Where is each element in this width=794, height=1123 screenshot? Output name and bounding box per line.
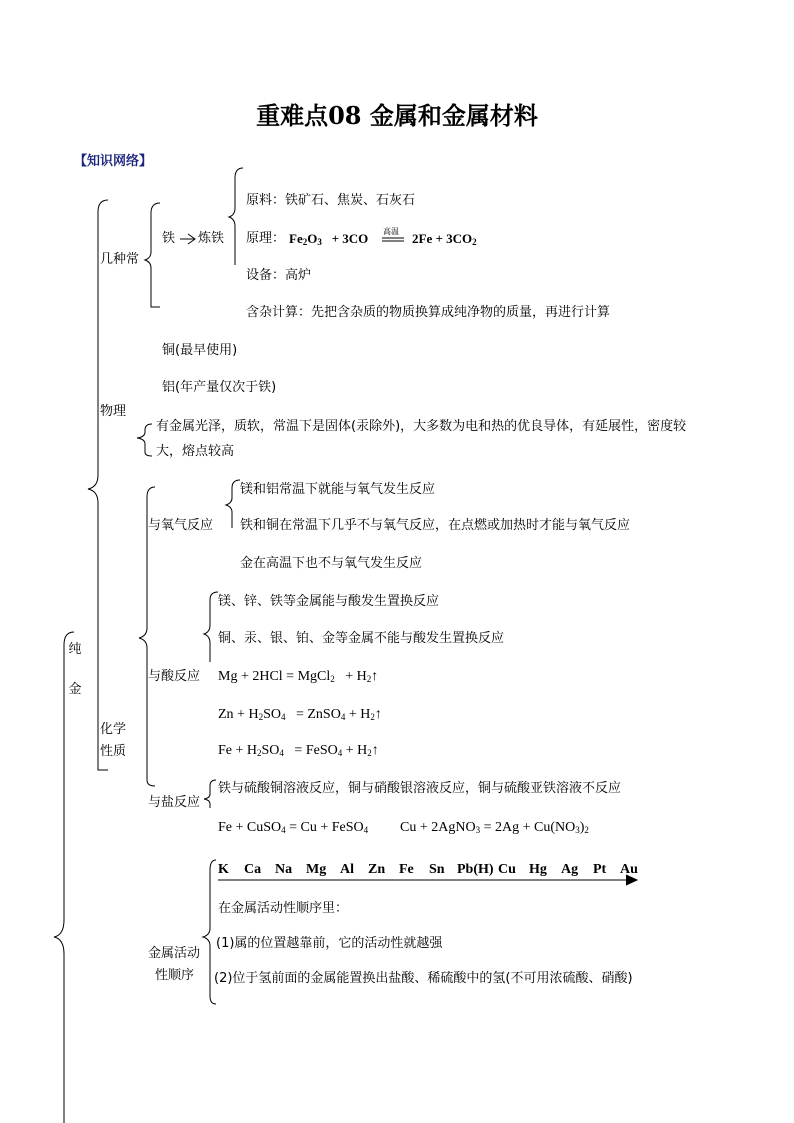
section-heading: 【知识网络】 <box>74 154 153 169</box>
activity-label-1: 金属活动 <box>148 946 201 961</box>
principle-condition: 高温 <box>383 227 399 236</box>
activity-intro: 在金属活动性顺序里： <box>218 901 349 916</box>
smelting-bracket <box>229 168 243 265</box>
principle-equation-left: $Fe_2O_3 + 3CO$ <box>289 231 369 247</box>
oxygen-item-2: 铁和铜在常温下几乎不与氧气反应，在点燃或加热时才能与氧气反应 <box>240 518 631 533</box>
salt-reaction-label: 与盐反应 <box>148 795 201 810</box>
acid-bracket <box>204 592 218 662</box>
physical-properties-line2: 大，熔点较高 <box>156 444 235 459</box>
acid-equation-fe: $Fe + H_2SO_4$ = FeSO$_4$ + $H_2↑$ <box>218 743 379 758</box>
root-label-1: 纯 <box>68 642 82 657</box>
metal-Cu: Cu <box>498 862 516 877</box>
oxygen-item-1: 镁和铝常温下就能与氧气发生反应 <box>240 482 436 497</box>
smelting-label: 炼铁 <box>198 231 225 246</box>
salt-reaction-text: 铁与硫酸铜溶液反应，铜与硝酸银溶液反应，铜与硫酸亚铁溶液不反应 <box>218 781 622 796</box>
metal-Sn: Sn <box>429 862 445 877</box>
copper-item: 铜(最早使用) <box>162 343 238 358</box>
root-bracket <box>54 632 74 1123</box>
metal-Mg: Mg <box>306 862 327 877</box>
page-title: 重难点08 金属和金属材料 <box>256 101 538 130</box>
metal-Fe: Fe <box>399 862 414 877</box>
activity-rule-1: (1)属的位置越靠前，它的活动性就越强 <box>216 936 443 951</box>
acid-item-2: 铜、汞、银、铂、金等金属不能与酸发生置换反应 <box>218 631 505 646</box>
physical-bracket <box>88 200 108 770</box>
aluminum-item: 铝(年产量仅次于铁) <box>162 380 277 395</box>
activity-rule-2: (2)位于氢前面的金属能置换出盐酸、稀硫酸中的氢(不可用浓硫酸、硝酸) <box>214 971 633 986</box>
iron-label: 铁 <box>162 231 176 246</box>
metal-Ag: Ag <box>561 862 579 877</box>
root-label-2: 金 <box>68 682 82 697</box>
salt-bracket <box>204 780 216 808</box>
metal-Au: Au <box>620 862 638 877</box>
physical-properties-line1: 有金属光泽，质软，常温下是固体(汞除外)，大多数为电和热的优良导体，有延展性，密度较 <box>156 419 687 434</box>
metal-Pt: Pt <box>593 862 607 877</box>
acid-equation-zn: $Zn + H_2SO_4$ = ZnSO$_4$ + $H_2↑$ <box>218 707 382 722</box>
oxygen-reaction-label: 与氧气反应 <box>148 518 214 533</box>
oxygen-item-3: 金在高温下也不与氧气发生反应 <box>240 556 423 571</box>
metal-Zn: Zn <box>368 862 386 877</box>
salt-equation-fe: Fe + CuSO$_4$ = Cu + FeSO$_4$ <box>218 820 369 835</box>
impurity-calculation: 含杂计算：先把含杂质的物质换算成纯净物的质量，再进行计算 <box>246 305 611 320</box>
salt-equation-cu: Cu + 2AgNO$_3$ = $2Ag + Cu(NO_3)_2$ <box>400 820 589 835</box>
acid-item-1: 镁、锌、铁等金属能与酸发生置换反应 <box>218 594 440 609</box>
oxygen-bracket <box>226 480 240 528</box>
branch-chemical-2: 性质 <box>100 744 127 759</box>
equipment: 设备：高炉 <box>246 268 312 283</box>
metal-Hg: Hg <box>529 862 547 877</box>
physprop-bracket <box>137 424 152 456</box>
metal-K: K <box>218 862 229 877</box>
raw-materials: 原料：铁矿石、焦炭、石灰石 <box>246 193 416 208</box>
principle-equation-right: $2Fe + 3CO_2$ <box>412 231 477 247</box>
branch-physical: 物理 <box>100 404 127 419</box>
acid-reaction-label: 与酸反应 <box>148 669 201 684</box>
principle-label: 原理： <box>246 231 286 246</box>
branch-chemical-1: 化学 <box>100 722 127 737</box>
iron-bracket <box>145 203 160 307</box>
metal-Ca: Ca <box>244 862 262 877</box>
metal-PbH: Pb(H) <box>457 862 494 877</box>
acid-equation-mg: Mg + 2HCl = MgCl$_2$ + $H_2↑$ <box>218 669 379 684</box>
branch-common-metals: 几种常 <box>100 252 140 267</box>
activity-label-2: 性顺序 <box>155 968 195 983</box>
metal-Al: Al <box>340 862 354 877</box>
metal-Na: Na <box>275 862 293 877</box>
